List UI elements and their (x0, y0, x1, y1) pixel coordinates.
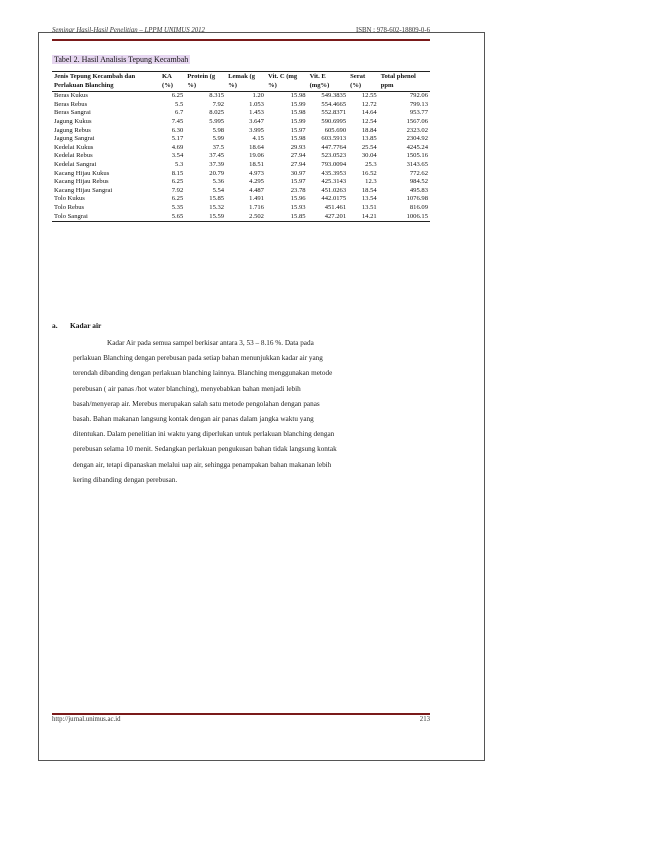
table-row (52, 109, 430, 118)
table-cell-sample: Kedelai Rebus (54, 152, 93, 160)
table-cell-value: 4.295 (249, 178, 264, 186)
table-cell-value: 7.45 (171, 117, 184, 125)
paragraph-kadar-air (73, 336, 430, 488)
table-cell-value: 5.99 (212, 135, 225, 143)
table-cell-value: 6.30 (171, 126, 184, 134)
running-header (52, 27, 430, 39)
table-cell-value: 15.98 (290, 135, 306, 143)
table-cell-value: 435.3953 (321, 169, 347, 177)
table-cell-value: 772.62 (409, 169, 428, 177)
table-cell-sample: Tolo Sangrai (54, 212, 88, 220)
paragraph-line: basah/menyerap air. Merebus merupakan salah satu metode pengolahan dengan panas (73, 399, 320, 408)
table-cell-value: 12.54 (361, 117, 377, 125)
table-cell-sample: Kacang Hijau Rebus (54, 178, 109, 186)
table-cell-value: 15.96 (290, 195, 306, 203)
section-title: Kadar air (70, 321, 102, 330)
table-cell-value: 5.3 (175, 160, 184, 168)
table-cell-value: 13.85 (361, 135, 377, 143)
table-cell-value: 23.78 (290, 186, 306, 194)
table-cell-value: 30.97 (290, 169, 306, 177)
table-header-row (52, 72, 430, 92)
table-cell-value: 793.0094 (321, 160, 347, 168)
table-cell-value: 37.45 (209, 152, 225, 160)
table-cell-value: 14.21 (361, 212, 377, 220)
header-seminar-title: Seminar Hasil-Hasil Penelitian – LPPM UNIMUS 2012 (52, 27, 205, 34)
table-cell-value: 5.36 (212, 178, 225, 186)
table-cell-value: 1.491 (249, 195, 264, 203)
col-header-vite: Vit. E (mg%) (309, 73, 330, 89)
table-cell-sample: Jagung Kukus (54, 117, 92, 125)
table-cell-value: 12.72 (361, 100, 377, 108)
table-cell-value: 27.94 (290, 152, 306, 160)
table-row (52, 118, 430, 127)
page-number: 213 (419, 716, 430, 723)
table-row (52, 170, 430, 179)
paragraph-line: perebusan selama 10 menit. Sedangkan perlakuan pengukusan bahan tidak langsung kontak (73, 445, 337, 454)
results-table (52, 71, 430, 222)
table-row (52, 161, 430, 170)
table-cell-value: 15.99 (290, 100, 306, 108)
table-body (52, 92, 430, 222)
table-row (52, 127, 430, 136)
paragraph-line: kering dibanding dengan perebusan. (73, 475, 178, 484)
table-row (52, 178, 430, 187)
table-cell-value: 3.54 (171, 152, 184, 160)
table-cell-value: 3143.65 (406, 160, 428, 168)
table-cell-value: 5.17 (171, 135, 184, 143)
table-row (52, 101, 430, 110)
table-cell-value: 27.94 (290, 160, 306, 168)
table-cell-sample: Tolo Kukus (54, 195, 85, 203)
table-cell-sample: Kedelai Sangrai (54, 160, 97, 168)
table-cell-value: 2323.02 (406, 126, 428, 134)
table-cell-value: 3.647 (249, 117, 264, 125)
paragraph-line: terendah dibanding dengan perlakuan blanching lainnya. Blanching menggunakan metode (73, 369, 333, 378)
table-cell-value: 6.25 (171, 92, 184, 100)
table-cell-value: 451.461 (324, 203, 347, 211)
table-cell-value: 447.7764 (321, 143, 347, 151)
paragraph-line: perebusan ( air panas /hot water blanching), menyebabkan bahan menjadi lebih (73, 384, 301, 393)
table-cell-sample: Tolo Rebus (54, 203, 85, 211)
table-cell-value: 6.25 (171, 178, 184, 186)
table-cell-value: 5.98 (212, 126, 225, 134)
table-cell-value: 4.69 (171, 143, 184, 151)
table-cell-value: 8.025 (209, 109, 225, 117)
section-marker: a. (52, 321, 58, 330)
table-cell-value: 18.84 (361, 126, 377, 134)
table-cell-value: 3.995 (249, 126, 264, 134)
table-cell-value: 5.35 (171, 203, 184, 211)
table-cell-value: 18.64 (249, 143, 264, 151)
table-cell-value: 816.09 (409, 203, 428, 211)
table-cell-value: 1.716 (249, 203, 264, 211)
col-header-vitc: Vit. C (mg %) (267, 73, 298, 89)
table-cell-value: 30.04 (361, 152, 377, 160)
table-cell-value: 792.06 (409, 92, 428, 100)
table-cell-value: 13.51 (361, 203, 377, 211)
table-cell-sample: Jagung Sangrai (54, 135, 95, 143)
paragraph-line: basah. Bahan makanan langsung kontak dengan air panas dalam jangka waktu yang (73, 415, 314, 424)
table-cell-sample: Beras Sangrai (54, 109, 91, 117)
col-header-jenis: Jenis Tepung Kecambah dan Perlakuan Blanching (54, 73, 136, 89)
table-cell-value: 19.06 (249, 152, 264, 160)
table-row (52, 187, 430, 196)
table-cell-value: 15.98 (290, 109, 306, 117)
table-cell-value: 12.55 (361, 92, 377, 100)
table-cell-value: 1.20 (252, 92, 264, 100)
table-cell-value: 1567.06 (406, 117, 428, 125)
table-cell-value: 7.92 (171, 186, 184, 194)
table-cell-value: 15.99 (290, 117, 306, 125)
table-row (52, 152, 430, 161)
table-cell-value: 37.5 (212, 143, 225, 151)
table-row (52, 135, 430, 144)
table-cell-sample: Jagung Rebus (54, 126, 91, 134)
table-cell-value: 495.83 (409, 186, 428, 194)
footer-url: http://jurnal.unimus.ac.id (52, 716, 121, 723)
table-cell-value: 1.453 (249, 109, 264, 117)
table-cell-value: 554.4665 (321, 100, 347, 108)
table-row (52, 195, 430, 204)
header-isbn: ISBN : 978-602-18809-0-6 (355, 27, 430, 34)
table-cell-value: 6.25 (171, 195, 184, 203)
table-cell-value: 29.93 (290, 143, 306, 151)
table-cell-value: 4.487 (249, 186, 264, 194)
table-cell-value: 20.79 (209, 169, 225, 177)
table-cell-value: 15.98 (290, 92, 306, 100)
table-cell-value: 15.93 (290, 203, 306, 211)
table-cell-value: 18.51 (249, 160, 264, 168)
table-cell-value: 13.54 (361, 195, 377, 203)
table-cell-value: 14.64 (361, 109, 377, 117)
table-cell-value: 15.85 (209, 195, 225, 203)
table-cell-value: 5.54 (212, 186, 225, 194)
table-cell-sample: Beras Rebus (54, 100, 88, 108)
table-cell-value: 552.8371 (321, 109, 347, 117)
table-cell-value: 603.5913 (321, 135, 347, 143)
table-caption: Tabel 2. Hasil Analisis Tepung Kecambah (54, 55, 189, 64)
table-cell-sample: Beras Kukus (54, 92, 88, 100)
table-cell-value: 5.65 (171, 212, 184, 220)
paragraph-line: ditentukan. Dalam penelitian ini waktu yang diperlukan untuk perlakuan blanching dengan (73, 430, 335, 439)
table-cell-value: 37.39 (209, 160, 225, 168)
section-heading (52, 321, 101, 330)
table-cell-value: 605.690 (324, 126, 347, 134)
table-cell-value: 4245.24 (406, 143, 428, 151)
table-cell-value: 15.32 (209, 203, 225, 211)
col-header-ka: KA (%) (162, 73, 173, 89)
table-cell-value: 2304.92 (406, 135, 428, 143)
table-row (52, 144, 430, 153)
table-cell-value: 4.15 (252, 135, 264, 143)
table-cell-value: 427.201 (324, 212, 347, 220)
table-cell-value: 549.3835 (321, 92, 347, 100)
table-cell-value: 5.5 (175, 100, 184, 108)
table-cell-value: 8.15 (171, 169, 184, 177)
table-cell-value: 15.97 (290, 178, 306, 186)
table-cell-sample: Kacang Hijau Sangrai (54, 186, 113, 194)
table-cell-value: 25.3 (365, 160, 377, 168)
col-header-serat: Serat (%) (350, 73, 366, 89)
table-cell-value: 984.52 (409, 178, 428, 186)
paragraph-line: perlakuan Blanching dengan perebusan pada setiap bahan menunjukkan kadar air yang (73, 354, 323, 363)
table-row (52, 204, 430, 213)
col-header-phenol: Total phenol ppm (380, 73, 416, 89)
footer-rule (52, 713, 430, 715)
table-cell-value: 425.3143 (321, 178, 347, 186)
header-rule (52, 39, 430, 41)
table-row (52, 213, 430, 222)
table-cell-value: 15.59 (209, 212, 225, 220)
col-header-lemak: Lemak (g %) (228, 73, 256, 89)
paragraph-line: Kadar Air pada semua sampel berkisar antara 3, 53 – 8.16 %. Data pada (107, 339, 314, 347)
table-cell-value: 15.97 (290, 126, 306, 134)
table-cell-value: 25.54 (361, 143, 377, 151)
table-cell-value: 8.315 (209, 92, 225, 100)
table-cell-value: 1006.15 (406, 212, 428, 220)
table-cell-value: 590.6995 (321, 117, 347, 125)
table-cell-value: 7.92 (212, 100, 225, 108)
paragraph-line: dengan air, tetapi dipanaskan melalui uap air, sehingga penampakan bahan makanan lebih (73, 460, 332, 469)
table-cell-value: 1076.98 (406, 195, 428, 203)
table-cell-value: 5.995 (209, 117, 225, 125)
table-cell-value: 1.053 (249, 100, 264, 108)
table-cell-value: 1505.16 (406, 152, 428, 160)
table-cell-sample: Kacang Hijau Kukus (54, 169, 110, 177)
table-cell-sample: Kedelai Kukus (54, 143, 94, 151)
table-cell-value: 2.502 (249, 212, 264, 220)
table-cell-value: 12.3 (365, 178, 377, 186)
table-cell-value: 953.77 (409, 109, 428, 117)
table-cell-value: 442.0175 (321, 195, 347, 203)
table-cell-value: 4.973 (249, 169, 264, 177)
table-cell-value: 18.54 (361, 186, 377, 194)
table-cell-value: 523.0523 (321, 152, 347, 160)
col-header-protein: Protein (g %) (187, 73, 216, 89)
table-cell-value: 799.13 (409, 100, 428, 108)
table-cell-value: 16.52 (361, 169, 377, 177)
table-cell-value: 451.0263 (321, 186, 347, 194)
table-row (52, 92, 430, 101)
table-cell-value: 6.7 (175, 109, 184, 117)
table-cell-value: 15.85 (290, 212, 306, 220)
